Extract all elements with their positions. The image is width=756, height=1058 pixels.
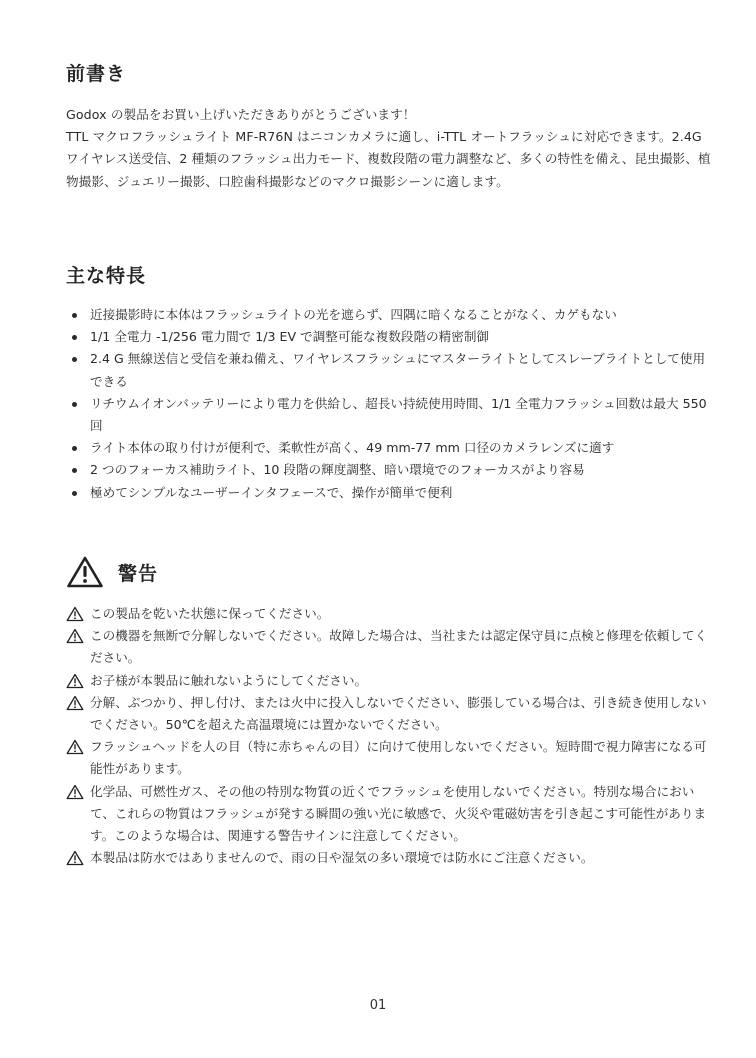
warning-item (66, 847, 716, 869)
features-title: 主な特長 (66, 265, 147, 287)
warning-text: この機器を無断で分解しないでください。故障した場合は、当社または認定保守員に点検と修理を依頼してください。 (90, 628, 708, 666)
warning-text: お子様が本製品に触れないようにしてください。 (90, 672, 368, 688)
warning-text: 本製品は防水ではありませんので、雨の日や湿気の多い環境では防水にご注意ください。 (90, 850, 594, 866)
bullet-icon (72, 402, 77, 407)
feature-text: 2 つのフォーカス補助ライト、10 段階の輝度調整、暗い環境でのフォーカスがより容易 (90, 462, 585, 478)
warning-small-icon (66, 784, 84, 800)
warning-small-icon (66, 695, 84, 711)
warning-item (66, 625, 716, 669)
warning-small-icon (66, 673, 84, 689)
features-list (66, 304, 716, 504)
feature-text: リチウムイオンバッテリーにより電力を供給し、超長い持続使用時間、1/1 全電力フラッシュ回数は最大 550 回 (90, 395, 707, 434)
warning-title: 警告 (118, 562, 159, 585)
warning-item (66, 603, 716, 625)
bullet-icon (72, 491, 77, 496)
feature-item (66, 437, 716, 459)
bullet-icon (72, 468, 77, 473)
warning-small-icon (66, 606, 84, 622)
warning-small-icon (66, 850, 84, 866)
warning-text: 化学品、可燃性ガス、その他の特別な物質の近くでフラッシュを使用しないでください。特別な場合において、これらの物質はフラッシュが発する瞬間の強い光に敏感で、火災や電磁妨害を引き起こす可能性があります。このような場合は、関連する警告サインに注意してください。 (90, 783, 707, 844)
warning-header (66, 552, 158, 592)
preface-paragraph-2: TTL マクロフラッシュライト MF-R76N はニコンカメラに適し、i-TTL オートフラッシュに対応できます。2.4G ワイヤレス送受信、2 種類のフラッシュ出力モード、複数段階の電力調整など、多くの特性を備え、昆虫撮影、植物撮影、ジュエリー撮影、口腔歯科撮影などのマクロ撮影シーンに適します。 (66, 129, 711, 189)
warning-text: この製品を乾いた状態に保ってください。 (90, 606, 330, 621)
warning-text: フラッシュヘッドを人の目（特に赤ちゃんの目）に向けて使用しないでください。短時間で視力障害になる可能性があります。 (90, 739, 707, 777)
warning-item (66, 781, 716, 848)
warning-small-icon (66, 628, 84, 644)
warning-item (66, 736, 716, 780)
preface-body (66, 104, 716, 193)
feature-text: ライト本体の取り付けが便利で、柔軟性が高く、49 mm-77 mm 口径のカメラレンズに適す (90, 440, 615, 456)
bullet-icon (72, 313, 77, 318)
feature-text: 1/1 全電力 -1/256 電力間で 1/3 EV で調整可能な複数段階の精密制御 (90, 329, 490, 345)
feature-item (66, 326, 716, 348)
warning-item (66, 670, 716, 692)
warning-item (66, 692, 716, 736)
bullet-icon (72, 357, 77, 362)
feature-text: 2.4 G 無線送信と受信を兼ね備え、ワイヤレスフラッシュにマスターライトとしてスレーブライトとして使用できる (90, 351, 706, 389)
feature-item (66, 348, 716, 392)
warning-text: 分解、ぶつかり、押し付け、または火中に投入しないでください、膨張している場合は、引き続き使用しないでください。50℃を超えた高温環境には置かないでください。 (90, 694, 707, 733)
feature-item (66, 459, 716, 481)
bullet-icon (72, 446, 77, 451)
feature-item (66, 393, 716, 437)
feature-item (66, 304, 716, 326)
warnings-list (66, 603, 716, 869)
feature-item (66, 482, 716, 504)
bullet-icon (72, 335, 77, 340)
feature-text: 近接撮影時に本体はフラッシュライトの光を遮らず、四隅に暗くなることがなく、カゲもない (90, 307, 617, 322)
warning-triangle-icon (66, 555, 104, 589)
preface-title: 前書き (66, 63, 127, 85)
feature-text: 極めてシンプルなユーザーインタフェースで、操作が簡単で便利 (90, 484, 453, 500)
preface-paragraph-1: Godox の製品をお買い上げいただきありがとうございます！ (66, 107, 416, 122)
warning-small-icon (66, 739, 84, 755)
page-number: 01 (369, 998, 387, 1013)
